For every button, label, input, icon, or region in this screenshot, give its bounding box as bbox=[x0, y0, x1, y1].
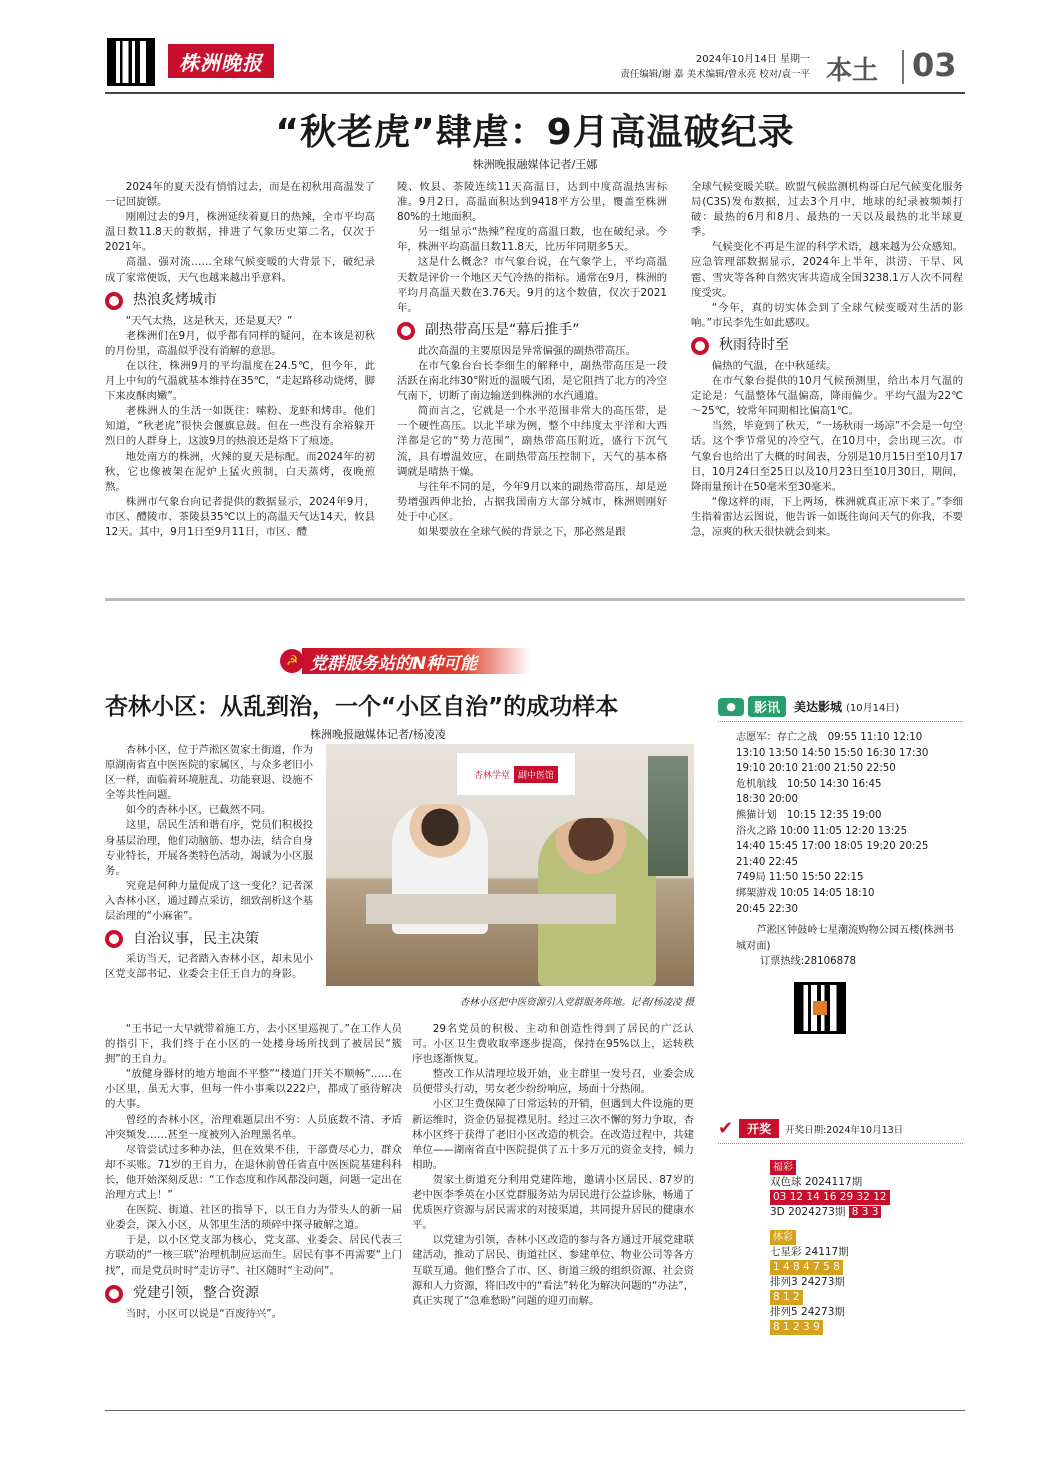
wall-sign bbox=[456, 752, 576, 796]
cinema-box bbox=[718, 696, 963, 1076]
paragraph: 于是，以小区党支部为核心，党支部、业委会、居民代表三方联动的“一核三联”治理机制应运而生。居民有事不再需要“上门找”，而是党员时时“走访寻”、社区随时“主动问”。 bbox=[105, 1234, 402, 1277]
paragraph: 小区卫生费保障了日常运转的开销，但遇到大件设施的更新运维时，资金仍显捉襟见肘。经过三次不懈的努力争取，杏林小区终于获得了老旧小区改造的机会。在改造过程中，共建单位——湖南省直中医院提供了五十多万元的资金支持，倾力相助。 bbox=[412, 1098, 694, 1171]
paragraph: 这里，居民生活和谐有序，党员们积极投身基层治理，他们动脑筋、想办法，结合自身专业特长，开展各类特色活动，竭诚为小区服务。 bbox=[105, 819, 313, 877]
cinema-qr-code-icon bbox=[794, 982, 846, 1034]
section-divider bbox=[902, 50, 904, 84]
section-divider-rule bbox=[105, 598, 965, 601]
article1-headline: “秋老虎”肆虐：9月高温破纪录 bbox=[275, 112, 795, 153]
article2-column-1 bbox=[105, 1022, 402, 1322]
page-number: 03 bbox=[912, 46, 957, 84]
paragraph: 整改工作从清理垃圾开始，业主群里一发号召，业委会成员便带头行动，男女老少纷纷响应，场面十分热闹。 bbox=[412, 1068, 694, 1096]
qr-code-icon bbox=[107, 38, 155, 86]
paragraph: 贺家土街道充分利用党建阵地，邀请小区居民、87岁的老中医李季英在小区党群服务站为居民进行公益诊脉，畅通了优质医疗资源与居民需求的对接渠道，共同提升居民的健康水平。 bbox=[412, 1173, 694, 1232]
article2-column-2 bbox=[412, 1022, 694, 1309]
paragraph: 这是什么概念？市气象台说，在气象学上，平均高温天数是评价一个地区天气冷热的指标。通常在9月，株洲的平均月高温天数在3.76天。9月的这个数值，仅次于2021年。 bbox=[397, 256, 667, 314]
paragraph: 如今的杏林小区，已截然不同。 bbox=[125, 804, 272, 817]
lottery-results bbox=[718, 1160, 963, 1335]
paragraph: 2024年的夏天没有悄悄过去，而是在初秋用高温发了一记回旋镖。 bbox=[105, 181, 375, 209]
showtime-line: 18:30 20:00 bbox=[736, 794, 798, 806]
paper-logo: 株洲晚报 bbox=[168, 44, 274, 78]
ssq-numbers: 03 12 14 16 29 32 12 bbox=[770, 1190, 890, 1205]
showtime-line: 浴火之路 10:00 11:05 12:20 13:25 bbox=[736, 825, 908, 837]
lottery-date: 开奖日期:2024年10月13日 bbox=[785, 1124, 904, 1136]
masthead-rule bbox=[105, 92, 965, 94]
paragraph: 简而言之，它就是一个水平范围非常大的高压带，是一个硬性高压。以北半球为例，整个中纬度太平洋和大西洋都是它的“势力范围”，副热带高压附近，盛行下沉气流，具有增温效应，在副热带高压控制下，天气的基本格调就是晴热干燥。 bbox=[397, 405, 667, 478]
paragraph: “王书记一大早就带着施工方，去小区里巡视了。”在工作人员的指引下，我们终于在小区的一处楼身场所找到了被居民“簇拥”的王自力。 bbox=[105, 1023, 402, 1066]
cinema-address: 芦淞区钟鼓岭七星潮流购物公园五楼(株洲书城对面) bbox=[736, 925, 954, 952]
showtime-line: 13:10 13:50 14:50 15:50 16:30 17:30 bbox=[736, 747, 929, 759]
red-circle-icon bbox=[105, 1285, 123, 1303]
party-emblem-icon: ☭ bbox=[280, 649, 304, 673]
paragraph: 在以往，株洲9月的平均温度在24.5℃，但今年，此月上中旬的气温就基本维持在35℃，“走起路移动烧烤，脚下来皮酥肉嫩”。 bbox=[105, 359, 375, 403]
subheading: 自治议事，民主决策 bbox=[105, 928, 313, 950]
cinema-header bbox=[718, 696, 963, 722]
showtime-line: 14:40 15:45 17:00 18:05 19:20 20:25 bbox=[736, 841, 929, 853]
cinema-date: (10月14日) bbox=[846, 703, 900, 714]
pl5-numbers: 8 1 2 3 9 bbox=[770, 1320, 823, 1335]
paragraph: 地处南方的株洲，火辣的夏天是标配。而2024年的初秋，它也像被架在泥炉上猛火煎制，白天蒸烤，夜晚煎熬。 bbox=[105, 450, 375, 493]
paragraph: 高温、强对流……全球气候变暖的大背景下，破纪录成了家常便饭，天气也越来越出乎意料。 bbox=[105, 256, 375, 284]
cinema-tag: 影讯 bbox=[748, 696, 786, 717]
showtimes bbox=[718, 730, 963, 917]
article1-byline: 株洲晚报融媒体记者/王娜 bbox=[472, 158, 598, 171]
fc3d-row bbox=[770, 1205, 963, 1220]
series-banner bbox=[280, 646, 530, 676]
table bbox=[366, 894, 616, 924]
paragraph: 在市气象台提供的10月气候预测里，给出本月气温的定论是：气温整体气温偏高，降雨偏少。平均气温为22℃～25℃，较常年同期相比偏高1℃。 bbox=[691, 375, 963, 418]
showtime-line: 危机航线 10:50 14:30 16:45 bbox=[736, 778, 882, 790]
paragraph: 杏林小区，位于芦淞区贺家土街道，作为原湖南省直中医医院的家属区，与众多老旧小区一样，面临着环境脏乱、功能衰退、设施不全等共性问题。 bbox=[105, 744, 313, 802]
paragraph: 以党建为引领，杏林小区改造的参与各方通过开展党建联建活动，推动了居民、街道社区、参建单位、物业公司等各方互联互通。他们整合了市、区、街道三级的组织资源、社会资源和人力资源，将旧改中的“看法”转化为解决问题的“办法”，真正实现了“急难愁盼”问题的迎刃而解。 bbox=[412, 1234, 694, 1307]
red-circle-icon bbox=[105, 930, 123, 948]
welfare-label: 福彩 bbox=[770, 1160, 796, 1175]
sign-right: 副中医馆 bbox=[514, 766, 558, 783]
red-circle-icon bbox=[691, 337, 709, 355]
article2-photo bbox=[326, 744, 694, 986]
pl3-numbers: 8 1 2 bbox=[770, 1290, 803, 1305]
window-view bbox=[648, 756, 688, 876]
bottom-rule bbox=[105, 1410, 965, 1411]
article2-headline: 杏林小区：从乱到治，一个“小区自治”的成功样本 bbox=[105, 694, 619, 720]
photo-caption: 杏林小区把中医资源引入党群服务阵地。记者/杨凌凌 摄 bbox=[459, 997, 694, 1008]
paragraph: 当时，小区可以说是“百废待兴”。 bbox=[125, 1307, 283, 1320]
paragraph: “今年，真的切实体会到了全球气候变暖对生活的影响。”市民李先生如此感叹。 bbox=[691, 301, 963, 329]
lottery-header bbox=[718, 1118, 963, 1144]
check-mark-icon: ✔ bbox=[718, 1118, 734, 1139]
article2-intro bbox=[105, 743, 313, 982]
subheading: 热浪炙烤城市 bbox=[105, 290, 375, 312]
sign-left: 杏林学堂 bbox=[473, 770, 510, 781]
sports-label: 体彩 bbox=[770, 1230, 796, 1245]
paragraph: 与往年不同的是，今年9月以来的副热带高压，却是逆势增强西伸北抬，占据我国南方大部分城市，株洲则刚好处于中心区。 bbox=[397, 480, 667, 523]
red-circle-icon bbox=[105, 292, 123, 310]
article2-byline: 株洲晚报融媒体记者/杨凌凌 bbox=[310, 728, 446, 741]
showtime-line: 熊猫计划 10:15 12:35 19:00 bbox=[736, 809, 882, 821]
paragraph: 株洲市气象台向记者提供的数据显示，2024年9月，市区、醴陵市、茶陵县35℃以上的高温天气达14天，攸县12天。其中，9月1日至9月11日，市区、醴 bbox=[105, 495, 375, 538]
paragraph: 另一组显示“热辣”程度的高温日数，也在破纪录。今年，株洲平均高温日数11.8天，比历年同期多5天。 bbox=[397, 226, 667, 254]
paragraph: “天气太热，这是秋天，还是夏天？” bbox=[125, 314, 293, 327]
showtime-line: 20:45 22:30 bbox=[736, 903, 798, 915]
pl5-title: 排列5 24273期 bbox=[770, 1306, 845, 1318]
paragraph: 刚刚过去的9月，株洲延续着夏日的热辣，全市平均高温日数11.8天的数据，排进了气象历史第二名，仅次于2021年。 bbox=[105, 211, 375, 254]
paragraph: 29名党员的积极、主动和创造性得到了居民的广泛认可。小区卫生费收取率逐步提高，保持在95%以上，运转秩序也逐渐恢复。 bbox=[412, 1023, 694, 1066]
cinema-hotline: 订票热线:28106878 bbox=[760, 956, 857, 968]
fc3d-title: 3D 2024273期 bbox=[770, 1206, 846, 1218]
article1-column-1 bbox=[105, 180, 375, 540]
paragraph: 偏热的气温，在中秋延续。 bbox=[711, 359, 837, 372]
ssq-title: 双色球 2024117期 bbox=[770, 1176, 863, 1188]
qxc-numbers: 1 4 8 4 7 5 8 bbox=[770, 1260, 843, 1275]
paragraph: “像这样的雨，下上两场，株洲就真正凉下来了。”李细生指着雷达云图说，他告诉一如既往询问天气的你我，不要急，凉爽的秋天很快就会到来。 bbox=[691, 495, 963, 538]
paragraph: 老株洲们在9月，似乎都有同样的疑问，在本该是初秋的月份里，高温似乎没有消解的意思。 bbox=[105, 329, 375, 357]
paragraph: 在市气象台台长李细生的解释中，副热带高压是一段活跃在南北纬30°附近的温暖气团，是它阻挡了北方的冷空气南下，切断了南边输送到株洲的水汽通道。 bbox=[397, 359, 667, 403]
subheading: 秋雨待时至 bbox=[691, 335, 963, 357]
paragraph: “放健身器材的地方地面不平整”“楼道门开关不顺畅”……在小区里，虽无大事，但每一件小事乘以222户，都成了亟待解决的大事。 bbox=[105, 1068, 402, 1111]
cinema-title: 美达影城 bbox=[794, 700, 843, 714]
paragraph: 采访当天，记者踏入杏林小区，却未见小区党支部书记、业委会主任王自力的身影。 bbox=[105, 953, 313, 981]
paragraph: 究竟是何种力量促成了这一变化？记者深入杏林小区，通过蹲点采访，细致剖析这个基层治理的“小麻雀”。 bbox=[105, 879, 313, 923]
editors-line: 责任编辑/谢 嘉 美术编辑/曾永亮 校对/袁一平 bbox=[620, 69, 810, 80]
fc3d-numbers: 8 3 3 bbox=[849, 1206, 882, 1218]
lottery-tag: 开奖 bbox=[739, 1119, 779, 1138]
pl3-title: 排列3 24273期 bbox=[770, 1276, 845, 1288]
qxc-title: 七星彩 24117期 bbox=[770, 1246, 849, 1258]
paragraph: 气候变化不再是生涩的科学术语，越来越为公众感知。应急管理部数据显示，2024年上半年，洪涝、干旱、风雹、雪灾等各种自然灾害共造成全国3238.1万人次不同程度受灾。 bbox=[691, 241, 963, 299]
film-camera-icon: ● bbox=[718, 698, 744, 716]
showtime-line: 19:10 20:10 21:00 21:50 22:50 bbox=[736, 763, 896, 775]
article1-column-3 bbox=[691, 180, 963, 540]
paragraph: 如果要放在全球气候的背景之下，那必然是跟 bbox=[417, 525, 626, 538]
paragraph: 老株洲人的生活一如既往：嗦粉、龙虾和烤串。他们知道，“秋老虎”很快会偃旗息鼓。但在一些没有余裕躲开烈日的人群身上，这波9月的热浪还是烙下了痕迹。 bbox=[105, 405, 375, 448]
paragraph: 曾经的杏林小区，治理难题层出不穷：人员底数不清、矛盾冲突频发……甚至一度被列入治理黑名单。 bbox=[105, 1113, 402, 1141]
paragraph: 当然，毕竟到了秋天，“一场秋雨一场凉”不会是一句空话。这个季节常见的冷空气，在10月中，会出现三次。市气象台也给出了大概的时间表，分别是10月15日至10月17日，10月24日至25日以及10月23日至10月30日，期间，降雨量预计在50毫米至30毫米。 bbox=[691, 420, 963, 493]
showtime-line: 绑架游戏 10:05 14:05 18:10 bbox=[736, 887, 875, 899]
subheading: 党建引领，整合资源 bbox=[105, 1283, 402, 1305]
red-circle-icon bbox=[397, 322, 415, 340]
article1-column-2 bbox=[397, 180, 667, 540]
paragraph: 尽管尝试过多种办法，但在效果不佳，干部费尽心力，群众却不买账。71岁的王自力，在退休前曾任省直中医医院基建科科长，他开始深刻反思：“工作态度和作风都没问题，问题一定出在治理方式上！” bbox=[105, 1143, 402, 1202]
paragraph: 在医院、街道、社区的指导下，以王自力为带头人的新一届业委会，深入小区，从邻里生活的琐碎中探寻破解之道。 bbox=[105, 1204, 402, 1232]
series-title: 党群服务站的N种可能 bbox=[302, 648, 530, 674]
subheading: 副热带高压是“幕后推手” bbox=[397, 320, 667, 342]
showtime-line: 志愿军：存亡之战 09:55 11:10 12:10 bbox=[736, 732, 923, 743]
paragraph: 全球气候变暖关联。欧盟气候监测机构哥白尼气候变化服务局(C3S)发布数据，过去3个月中，地球的纪录被频频打破：最热的6月和8月、最热的一天以及最热的北半球夏季。 bbox=[691, 181, 963, 239]
paragraph: 陵、攸县、茶陵连续11天高温日，达到中度高温热害标准。9月2日，高温面积达到9418平方公里，覆盖至株洲80%的土地面积。 bbox=[397, 181, 667, 224]
section-name: 本土 bbox=[826, 56, 879, 86]
date-line: 2024年10月14日 星期一 bbox=[695, 54, 810, 65]
lottery-box bbox=[718, 1118, 963, 1338]
paragraph: 此次高温的主要原因是异常偏强的副热带高压。 bbox=[417, 344, 636, 357]
showtime-line: 21:40 22:45 bbox=[736, 856, 798, 868]
showtime-line: 749局 11:50 15:50 22:15 bbox=[736, 872, 864, 884]
